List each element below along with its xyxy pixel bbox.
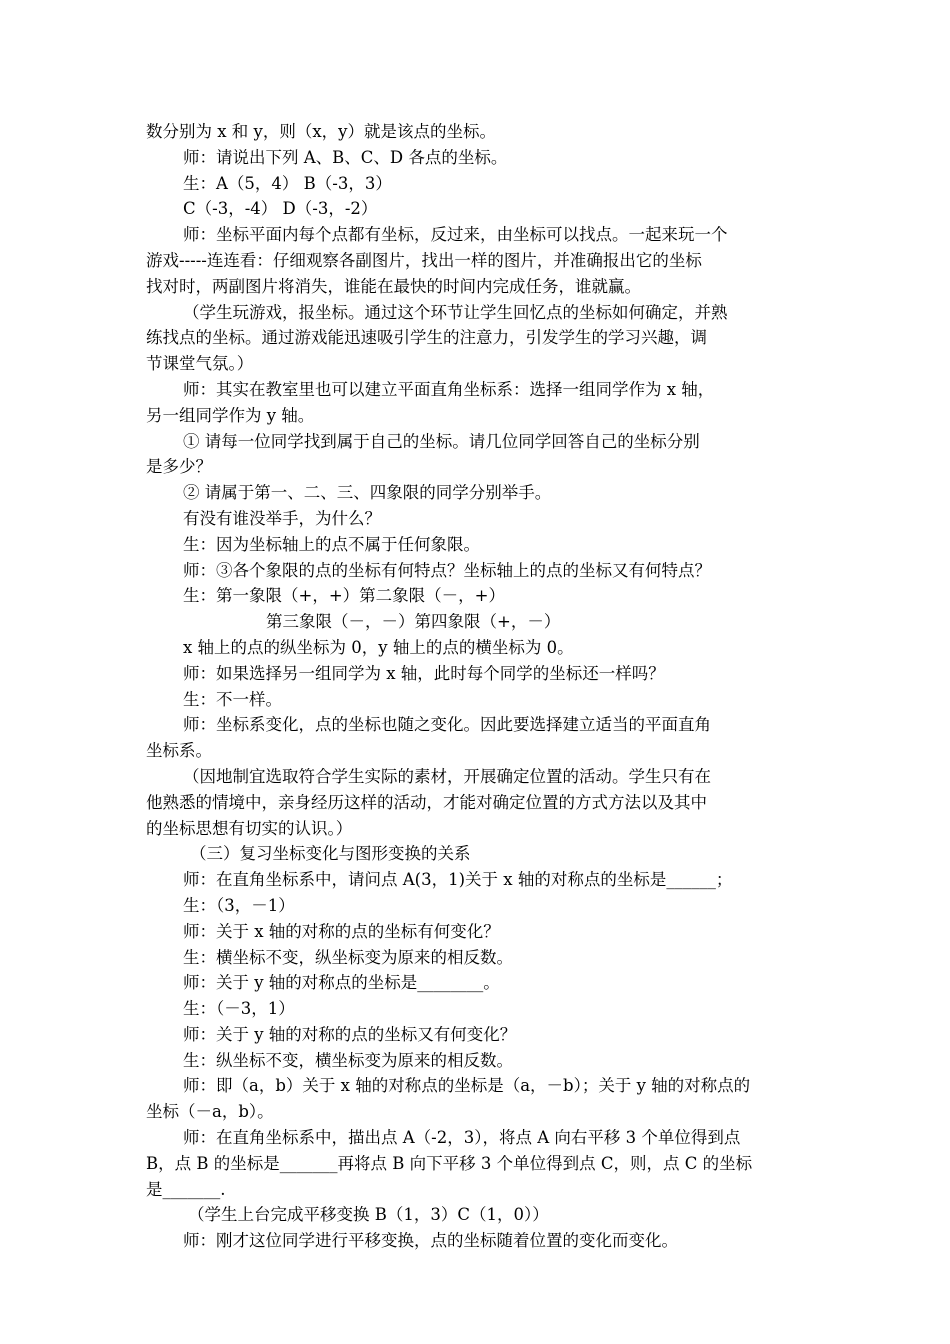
text-line: 师：请说出下列 A、B、C、D 各点的坐标。 xyxy=(183,147,508,167)
text-line: 是_______. xyxy=(146,1179,226,1199)
text-line: 师：关于 y 轴的对称点的坐标是________。 xyxy=(183,973,500,993)
text-line: 生：A（5，4） B（-3，3） xyxy=(183,173,392,193)
text-line: 另一组同学作为 y 轴。 xyxy=(146,405,315,425)
text-line: 师：关于 x 轴的对称的点的坐标有何变化？ xyxy=(183,921,500,941)
text-line: 师：在直角坐标系中，请问点 A(3，1)关于 x 轴的对称点的坐标是______； xyxy=(183,870,733,890)
text-line: 生：第一象限（+，+）第二象限（－，+） xyxy=(183,586,505,606)
text-line: 师：③各个象限的点的坐标有何特点？坐标轴上的点的坐标又有何特点？ xyxy=(183,560,711,580)
text-line: 是多少？ xyxy=(146,457,212,477)
text-line: 坐标（－a，b）。 xyxy=(146,1102,274,1122)
text-line: x 轴上的点的纵坐标为 0，y 轴上的点的横坐标为 0。 xyxy=(183,637,574,657)
text-line: 生：因为坐标轴上的点不属于任何象限。 xyxy=(183,534,480,554)
text-line: 他熟悉的情境中，亲身经历这样的活动，才能对确定位置的方式方法以及其中 xyxy=(146,792,707,812)
text-line: ② 请属于第一、二、三、四象限的同学分别举手。 xyxy=(183,483,552,503)
document-body xyxy=(146,119,814,1254)
text-line: C（-3，-4） D（-3，-2） xyxy=(183,199,378,219)
text-line: （学生玩游戏，报坐标。通过这个环节让学生回忆点的坐标如何确定，并熟 xyxy=(183,302,728,322)
text-line: 生：不一样。 xyxy=(183,689,282,709)
text-line: 练找点的坐标。通过游戏能迅速吸引学生的注意力，引发学生的学习兴趣，调 xyxy=(146,328,707,348)
text-line: 的坐标思想有切实的认识。） xyxy=(146,818,353,838)
text-line: （因地制宜选取符合学生实际的素材，开展确定位置的活动。学生只有在 xyxy=(183,766,711,786)
text-line: 师：坐标系变化，点的坐标也随之变化。因此要选择建立适当的平面直角 xyxy=(183,715,711,735)
text-line: 师：关于 y 轴的对称的点的坐标又有何变化？ xyxy=(183,1024,517,1044)
text-line: 师：在直角坐标系中，描出点 A（-2，3），将点 A 向右平移 3 个单位得到点 xyxy=(183,1128,741,1148)
text-line: 师：如果选择另一组同学为 x 轴，此时每个同学的坐标还一样吗？ xyxy=(183,663,665,683)
text-line: 生：（3，－1） xyxy=(183,895,295,915)
text-line: 师：即（a，b）关于 x 轴的对称点的坐标是（a，－b）；关于 y 轴的对称点的 xyxy=(183,1076,751,1096)
text-line: B，点 B 的坐标是_______再将点 B 向下平移 3 个单位得到点 C，则，点 C 的坐标 xyxy=(146,1153,753,1173)
text-line: 有没有谁没举手，为什么？ xyxy=(183,508,381,528)
text-line: 找对时，两副图片将消失，谁能在最快的时间内完成任务，谁就赢。 xyxy=(146,276,641,296)
text-line: 生：横坐标不变，纵坐标变为原来的相反数。 xyxy=(183,947,513,967)
text-line: 生：（－3，1） xyxy=(183,999,295,1019)
section-heading: （三）复习坐标变化与图形变换的关系 xyxy=(190,844,471,864)
text-line: 师：刚才这位同学进行平移变换，点的坐标随着位置的变化而变化。 xyxy=(183,1231,678,1251)
text-line: 师：坐标平面内每个点都有坐标，反过来，由坐标可以找点。一起来玩一个 xyxy=(183,225,728,245)
text-line: 游戏-----连连看：仔细观察各副图片，找出一样的图片，并准确报出它的坐标 xyxy=(146,250,702,270)
text-line: （学生上台完成平移变换 B（1，3）C（1，0）） xyxy=(188,1205,549,1225)
text-line: 坐标系。 xyxy=(146,741,212,761)
text-line: 数分别为 x 和 y，则（x，y）就是该点的坐标。 xyxy=(146,122,496,141)
text-line: ① 请每一位同学找到属于自己的坐标。请几位同学回答自己的坐标分别 xyxy=(183,431,700,451)
text-line: 第三象限（－，－）第四象限（+，－） xyxy=(266,612,561,632)
text-line: 节课堂气氛。） xyxy=(146,354,254,374)
text-line: 师：其实在教室里也可以建立平面直角坐标系：选择一组同学作为 x 轴， xyxy=(183,379,715,399)
text-line: 生：纵坐标不变，横坐标变为原来的相反数。 xyxy=(183,1050,513,1070)
